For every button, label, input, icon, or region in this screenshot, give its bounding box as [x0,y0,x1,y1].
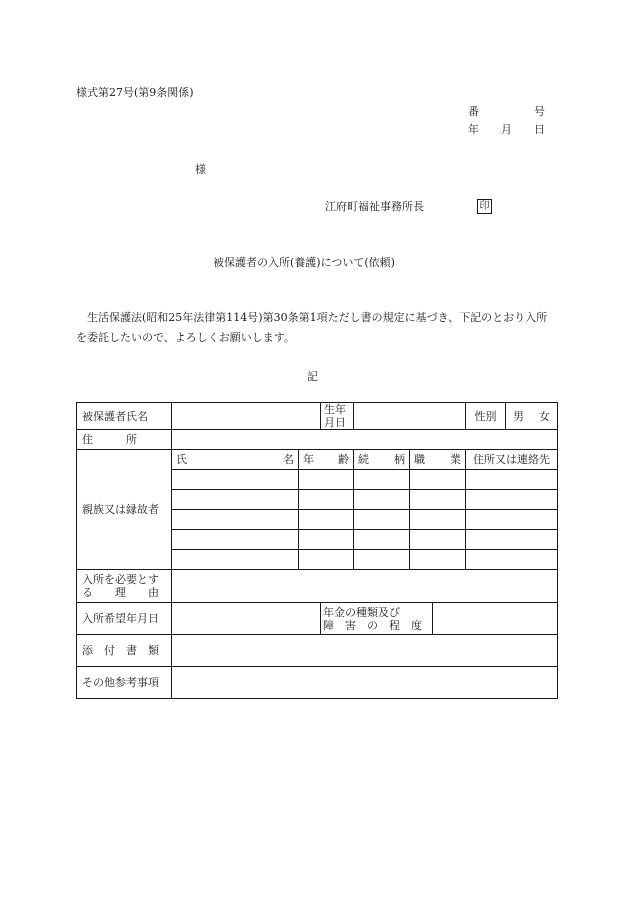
relative-contact-cell[interactable] [466,510,558,530]
relatives-col-occupation: 職 業 [410,450,466,470]
relative-contact-cell[interactable] [466,550,558,570]
gender-female: 女 [539,409,550,423]
relative-name-cell[interactable] [172,470,299,490]
attachments-label: 添 付 書 類 [77,635,172,667]
relative-name-cell[interactable] [172,550,299,570]
relative-age-cell[interactable] [299,530,354,550]
request-form-table [76,402,558,699]
other-notes-value[interactable] [172,667,558,699]
table-row [77,603,558,635]
table-row [77,635,558,667]
relative-relation-cell[interactable] [354,490,410,510]
relatives-col-relation: 続 柄 [354,450,410,470]
reference-number-text: 番 号 [468,105,545,118]
desired-date-label: 入所希望年月日 [77,603,172,635]
address-value[interactable] [172,430,558,450]
date-label [468,123,550,137]
relative-age-cell[interactable] [299,510,354,530]
relatives-col-contact: 住所又は連絡先 [466,450,558,470]
relative-relation-cell[interactable] [354,510,410,530]
table-row [77,667,558,699]
sender-name: 江府町福祉事務所長 [325,200,424,213]
birthdate-label: 生年月日 [321,403,354,430]
seal-icon: 印 [477,199,492,214]
relatives-col-name: 氏 名 [172,450,299,470]
document-subject: 被保護者の入所(養護)について(依頼) [213,256,395,269]
seal-mark [477,199,492,214]
pension-disability-label: 年金の種類及び 障 害 の 程 度 [321,603,433,635]
relative-occupation-cell[interactable] [410,550,466,570]
desired-date-value[interactable] [172,603,321,635]
table-row [77,403,558,430]
address-label: 住 所 [77,430,172,450]
protected-name-label: 被保護者氏名 [77,403,172,430]
relative-relation-cell[interactable] [354,470,410,490]
relative-name-cell[interactable] [172,510,299,530]
relative-contact-cell[interactable] [466,490,558,510]
relative-occupation-cell[interactable] [410,510,466,530]
table-row [77,570,558,603]
relative-occupation-cell[interactable] [410,470,466,490]
relative-age-cell[interactable] [299,490,354,510]
relative-contact-cell[interactable] [466,530,558,550]
admission-reason-value[interactable] [172,570,558,603]
other-notes-label: その他参考事項 [77,667,172,699]
relative-age-cell[interactable] [299,550,354,570]
relatives-label: 親族又は縁故者 [77,450,172,570]
reference-number-label [468,105,550,119]
table-row [77,430,558,450]
relative-name-cell[interactable] [172,530,299,550]
table-row [77,450,558,470]
admission-reason-label: 入所を必要とす る 理 由 [77,570,172,603]
pension-disability-value[interactable] [433,603,558,635]
relative-contact-cell[interactable] [466,470,558,490]
gender-value[interactable] [506,403,558,430]
relative-age-cell[interactable] [299,470,354,490]
attachments-value[interactable] [172,635,558,667]
date-text: 年 月 日 [468,123,545,136]
gender-male: 男 [513,409,524,423]
addressee-suffix: 様 [195,163,206,176]
relative-relation-cell[interactable] [354,550,410,570]
gender-label: 性別 [466,403,506,430]
relatives-col-age: 年 齢 [299,450,354,470]
relative-occupation-cell[interactable] [410,530,466,550]
relative-name-cell[interactable] [172,490,299,510]
relative-occupation-cell[interactable] [410,490,466,510]
form-number: 様式第27号(第9条関係) [76,86,194,99]
ki-heading: 記 [307,370,318,383]
protected-name-value[interactable] [172,403,321,430]
birthdate-value[interactable] [354,403,466,430]
body-paragraph: 生活保護法(昭和25年法律第114号)第30条第1項ただし書の規定に基づき、下記のとおり入所を委託したいので、よろしくお願いします。 [76,311,548,344]
relative-relation-cell[interactable] [354,530,410,550]
